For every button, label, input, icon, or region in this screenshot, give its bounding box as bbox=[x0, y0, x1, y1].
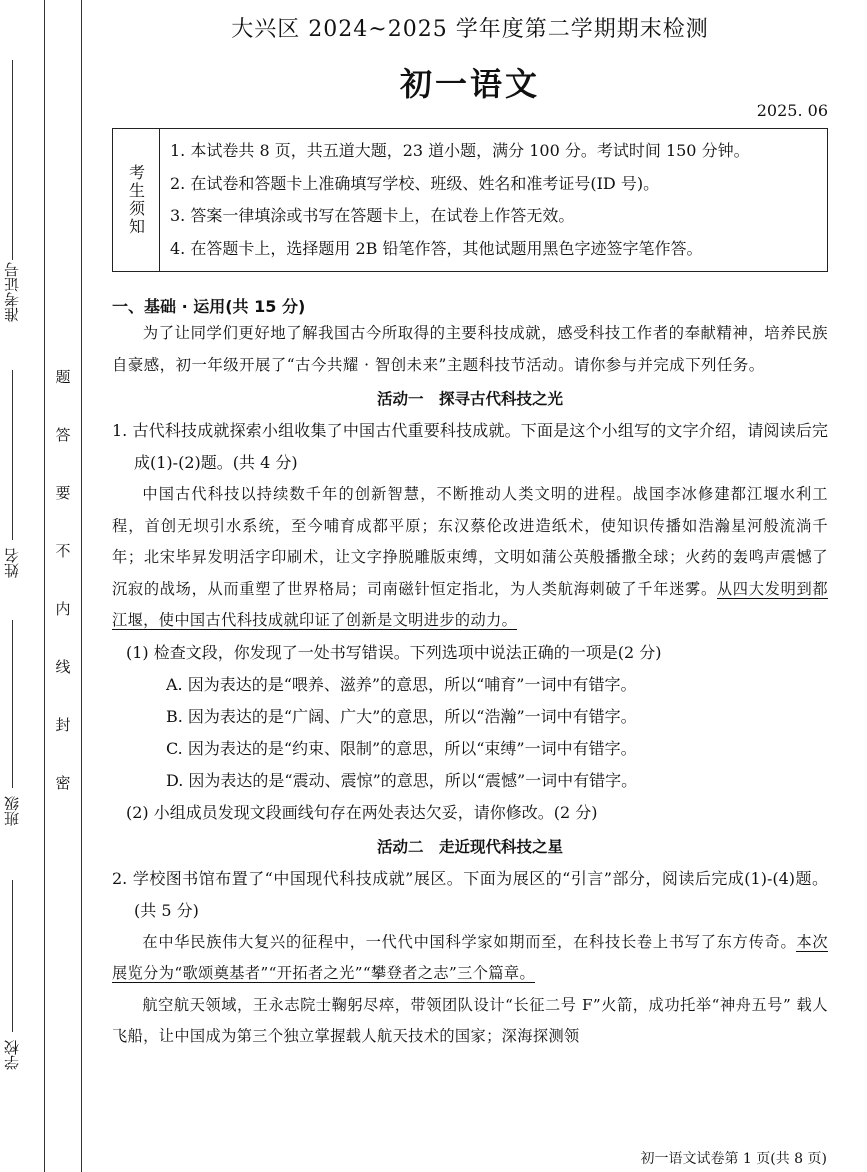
notice-items bbox=[160, 129, 760, 271]
passage bbox=[112, 479, 828, 637]
passage-text: 在中华民族伟大复兴的征程中，一代代中国科学家如期而至，在科技长卷上书写了东方传奇。 bbox=[142, 932, 797, 951]
passage bbox=[112, 927, 828, 990]
exam-page bbox=[112, 0, 828, 1053]
notice-label bbox=[113, 129, 160, 271]
activity-heading: 活动二 走近现代科技之星 bbox=[376, 837, 563, 856]
exam-id-label: 准考证号 bbox=[3, 262, 21, 322]
seal-char: 不 bbox=[55, 542, 71, 560]
option-a: A. 因为表达的是“喂养、滋养”的意思，所以“哺育”一词中有错字。 bbox=[166, 674, 637, 694]
section-intro: 为了让同学们更好地了解我国古今所取得的主要科技成就，感受科技工作者的奉献精神，培养民族自豪感，初一年级开展了“古今共耀 · 智创未来”主题科技节活动。请你参与并完成下列任务。 bbox=[112, 324, 828, 374]
margin-line-inner bbox=[44, 0, 45, 1172]
page-footer: 初一语文试卷第 1 页(共 8 页) bbox=[640, 1151, 827, 1167]
passage-text: 中国古代科技以持续数千年的创新智慧，不断推动人类文明的进程。战国李冰修建都江堰水利工程，首创无坝引水系统，至今哺育成都平原；东汉蔡伦改进造纸术，使知识传播如浩瀚星河般流淌千年；北宋毕昇发明活字印刷术，让文字挣脱雕版束缚，文明如蒲公英般播撒全球；火药的轰鸣声震憾了沉寂的战场，从而重塑了世界格局；司南磁针恒定指北，为人类航海刺破了千年迷雾。 bbox=[112, 485, 828, 598]
option-c: C. 因为表达的是“约束、限制”的意思，所以“束缚”一词中有错字。 bbox=[166, 738, 637, 758]
class-blank bbox=[12, 620, 14, 788]
sub-question: (2) 小组成员发现文段画线句存在两处表达欠妥，请你修改。(2 分) bbox=[126, 802, 598, 822]
notice-label-text: 考生须知 bbox=[126, 164, 146, 236]
seal-char: 线 bbox=[55, 658, 71, 676]
option-b: B. 因为表达的是“广阔、广大”的意思，所以“浩瀚”一词中有错字。 bbox=[166, 706, 637, 726]
school-label: 学校 bbox=[3, 1040, 21, 1070]
name-blank bbox=[12, 370, 14, 540]
school-blank bbox=[12, 880, 14, 1032]
seal-char: 封 bbox=[55, 716, 71, 734]
seal-char: 要 bbox=[55, 484, 71, 502]
margin-line-outer bbox=[81, 0, 82, 1172]
question-stem: 1. 古代科技成就探索小组收集了中国古代重要科技成就。下面是这个小组写的文字介绍，请阅读后完成(1)-(2)题。(共 4 分) bbox=[112, 421, 828, 472]
exam-title: 大兴区 2024~2025 学年度第二学期期末检测 bbox=[231, 17, 709, 42]
option-d: D. 因为表达的是“震动、震惊”的意思，所以“震憾”一词中有错字。 bbox=[166, 770, 638, 790]
notice-item: 1. 本试卷共 8 页，共五道大题，23 道小题，满分 100 分。考试时间 150 分钟。 bbox=[170, 141, 750, 160]
notice-item: 3. 答案一律填涂或书写在答题卡上，在试卷上作答无效。 bbox=[170, 206, 575, 225]
notice-item: 2. 在试卷和答题卡上准确填写学校、班级、姓名和准考证号(ID 号)。 bbox=[170, 173, 660, 193]
activity-heading: 活动一 探寻古代科技之光 bbox=[376, 390, 563, 408]
passage: 航空航天领域，王永志院士鞠躬尽瘁，带领团队设计“长征二号 F”火箭，成功托举“神舟五号” 载人飞船，让中国成为第三个独立掌握载人航天技术的国家；深海探测领 bbox=[112, 995, 828, 1045]
subject-title: 初一语文 bbox=[399, 65, 540, 103]
notice-item: 4. 在答题卡上，选择题用 2B 铅笔作答，其他试题用黑色字迹签字笔作答。 bbox=[170, 238, 703, 258]
seal-char: 密 bbox=[55, 774, 71, 792]
exam-date: 2025. 06 bbox=[756, 101, 828, 120]
seal-char: 内 bbox=[55, 600, 71, 618]
notice-box bbox=[112, 128, 828, 272]
underlined-sentence: 从四大发明到都江堰，使中国古代科技成就印证了创新是文明进步的动力。 bbox=[112, 579, 828, 629]
section-heading: 一、基础 · 运用(共 15 分) bbox=[112, 297, 306, 316]
sub-question: (1) 检查文段，你发现了一处书写错误。下列选项中说法正确的一项是(2 分) bbox=[126, 642, 662, 662]
class-label: 班级 bbox=[3, 796, 21, 826]
question-stem: 2. 学校图书馆布置了“中国现代科技成就”展区。下面为展区的“引言”部分，阅读后完成(1)-(4)题。(共 5 分) bbox=[112, 868, 828, 920]
name-label: 姓名 bbox=[3, 548, 21, 578]
seal-char: 题 bbox=[55, 368, 71, 386]
seal-char: 答 bbox=[55, 426, 71, 444]
underlined-sentence: 本次展览分为“歌颂奠基者”“开拓者之光”“攀登者之志”三个篇章。 bbox=[112, 932, 828, 982]
exam-id-blank bbox=[12, 60, 14, 260]
binding-margin bbox=[0, 0, 82, 1172]
